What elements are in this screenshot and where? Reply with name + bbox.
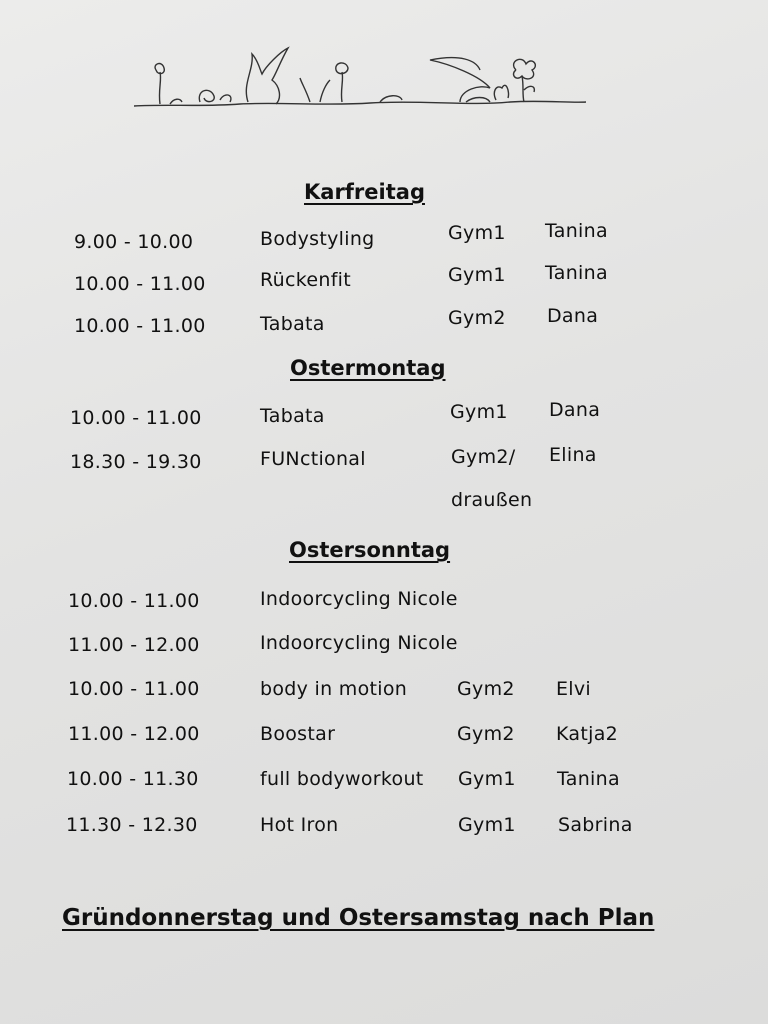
course-cell: Tabata bbox=[260, 405, 325, 427]
time-cell: 9.00 - 10.00 bbox=[74, 231, 194, 253]
room-cell: Gym1 bbox=[448, 222, 506, 244]
course-cell: Indoorcycling Nicole bbox=[260, 632, 458, 654]
time-cell: 11.00 - 12.00 bbox=[68, 634, 200, 656]
room-cell: Gym2 bbox=[448, 307, 506, 329]
time-cell: 18.30 - 19.30 bbox=[70, 451, 202, 473]
trainer-cell: Katja2 bbox=[556, 723, 619, 745]
course-cell: Bodystyling bbox=[260, 228, 375, 250]
section-title-ostersonntag: Ostersonntag bbox=[289, 538, 451, 562]
footer-note: Gründonnerstag und Ostersamstag nach Plan bbox=[62, 905, 655, 931]
room-cell: Gym1 bbox=[450, 401, 508, 423]
time-cell: 10.00 - 11.00 bbox=[74, 315, 206, 337]
room-cell: Gym1 bbox=[458, 768, 516, 790]
time-cell: 10.00 - 11.00 bbox=[68, 678, 200, 700]
course-cell: full bodyworkout bbox=[260, 768, 424, 790]
room-cell-continued: draußen bbox=[451, 489, 533, 511]
course-cell: Rückenfit bbox=[260, 269, 352, 291]
trainer-cell: Elvi bbox=[556, 678, 592, 700]
section-title-karfreitag: Karfreitag bbox=[304, 180, 425, 204]
course-cell: Boostar bbox=[260, 723, 336, 745]
trainer-cell: Tanina bbox=[545, 262, 608, 284]
room-cell: Gym1 bbox=[448, 264, 506, 286]
trainer-cell: Sabrina bbox=[558, 814, 633, 836]
course-cell: FUNctional bbox=[260, 448, 366, 470]
course-cell: Hot Iron bbox=[260, 814, 339, 836]
room-cell: Gym2/ bbox=[451, 446, 516, 468]
trainer-cell: Tanina bbox=[557, 768, 620, 790]
trainer-cell: Tanina bbox=[545, 220, 608, 242]
trainer-cell: Elina bbox=[549, 444, 597, 466]
course-cell: body in motion bbox=[260, 678, 408, 700]
room-cell: Gym1 bbox=[458, 814, 516, 836]
time-cell: 11.00 - 12.00 bbox=[68, 723, 200, 745]
time-cell: 10.00 - 11.00 bbox=[74, 273, 206, 295]
course-cell: Tabata bbox=[260, 313, 325, 335]
easter-doodle-icon bbox=[130, 40, 590, 120]
time-cell: 10.00 - 11.30 bbox=[67, 768, 199, 790]
time-cell: 10.00 - 11.00 bbox=[70, 407, 202, 429]
trainer-cell: Dana bbox=[547, 305, 599, 327]
room-cell: Gym2 bbox=[457, 723, 515, 745]
trainer-cell: Dana bbox=[549, 399, 601, 421]
room-cell: Gym2 bbox=[457, 678, 515, 700]
course-cell: Indoorcycling Nicole bbox=[260, 588, 458, 610]
section-title-ostermontag: Ostermontag bbox=[290, 356, 446, 380]
time-cell: 11.30 - 12.30 bbox=[66, 814, 198, 836]
time-cell: 10.00 - 11.00 bbox=[68, 590, 200, 612]
